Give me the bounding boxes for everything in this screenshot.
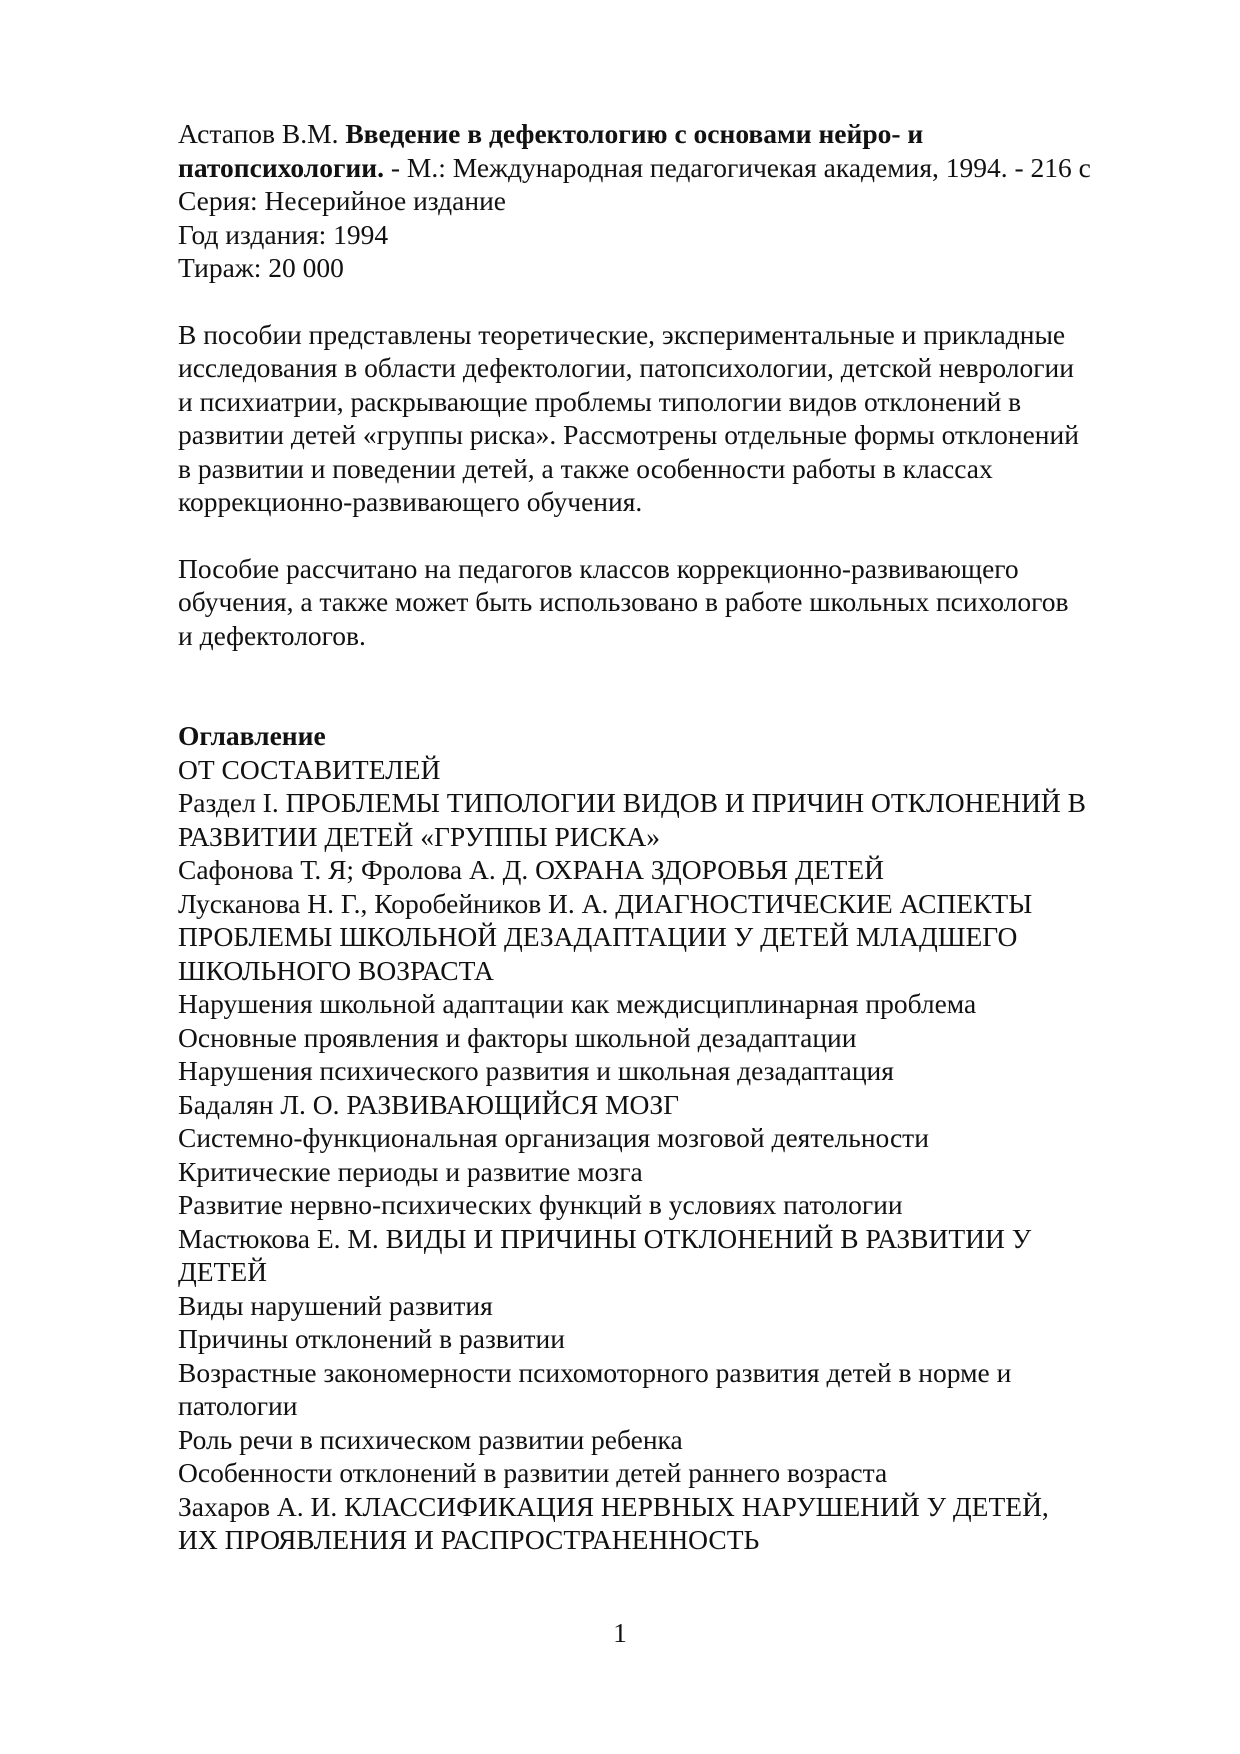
toc-entry: Захаров А. И. КЛАССИФИКАЦИЯ НЕРВНЫХ НАРУШЕНИЙ У ДЕТЕЙ,	[178, 1490, 1049, 1522]
book-series: Серия: Несерийное издание	[178, 185, 506, 216]
toc-entry: Критические периоды и развитие мозга	[178, 1155, 643, 1187]
toc-entry: ОТ СОСТАВИТЕЛЕЙ	[178, 753, 441, 785]
spacer	[178, 285, 1168, 318]
table-of-contents	[178, 719, 1168, 1557]
annotation-paragraph-1	[178, 318, 1168, 519]
toc-entry: Основные проявления и факторы школьной дезадаптации	[178, 1021, 857, 1053]
book-title-part-2: патопсихологии.	[178, 151, 384, 183]
book-publisher: - М.: Международная педагогичекая академия, 1994. - 216 с	[384, 151, 1091, 183]
spacer	[178, 519, 1168, 552]
toc-entry: Нарушения школьной адаптации как междисциплинарная проблема	[178, 988, 977, 1019]
bibliographic-record	[178, 117, 1168, 285]
annotation-line: в развитии и поведении детей, а также особенности работы в классах	[178, 452, 993, 484]
biblio-line-2	[178, 151, 1168, 185]
toc-entry: ДЕТЕЙ	[178, 1256, 268, 1287]
book-year: Год издания: 1994	[178, 218, 389, 250]
annotation-line: Пособие рассчитано на педагогов классов коррекционно-развивающего	[178, 552, 1019, 584]
annotation-line: и дефектологов.	[178, 619, 366, 651]
annotation-line: исследования в области дефектологии, патопсихологии, детской неврологии	[178, 352, 1074, 383]
toc-entry: ИХ ПРОЯВЛЕНИЯ И РАСПРОСТРАНЕННОСТЬ	[178, 1524, 760, 1555]
toc-entry: Сафонова Т. Я; Фролова А. Д. ОХРАНА ЗДОРОВЬЯ ДЕТЕЙ	[178, 854, 885, 885]
toc-entries	[178, 753, 1168, 1557]
annotation-line: развитии детей «группы риска». Рассмотрены отдельные формы отклонений	[178, 419, 1079, 450]
annotation-line: и психиатрии, раскрывающие проблемы типологии видов отклонений в	[178, 385, 1022, 417]
toc-entry: РАЗВИТИИ ДЕТЕЙ «ГРУППЫ РИСКА»	[178, 820, 660, 852]
toc-entry: Раздел I. ПРОБЛЕМЫ ТИПОЛОГИИ ВИДОВ И ПРИЧИН ОТКЛОНЕНИЙ В	[178, 787, 1087, 818]
book-title-part-1: Введение в дефектологию с основами нейро- и	[345, 118, 924, 149]
annotation-line: В пособии представлены теоретические, экспериментальные и прикладные	[178, 318, 1066, 350]
toc-entry: Возрастные закономерности психомоторного развития детей в норме и	[178, 1356, 1012, 1388]
toc-entry: Развитие нервно-психических функций в условиях патологии	[178, 1189, 903, 1220]
annotation-line: обучения, а также может быть использовано в работе школьных психологов	[178, 586, 1069, 617]
toc-entry: Особенности отклонений в развитии детей раннего возраста	[178, 1457, 888, 1488]
toc-entry: Причины отклонений в развитии	[178, 1323, 565, 1354]
toc-entry: Нарушения психического развития и школьная дезадаптация	[178, 1055, 894, 1086]
book-author: Астапов В.М.	[178, 118, 346, 149]
book-print-run: Тираж: 20 000	[178, 252, 344, 283]
toc-heading: Оглавление	[178, 720, 326, 751]
toc-entry: Роль речи в психическом развитии ребенка	[178, 1423, 683, 1455]
page-number: 1	[613, 1617, 627, 1648]
annotation-paragraph-2	[178, 552, 1168, 653]
toc-entry: Лусканова Н. Г., Коробейников И. А. ДИАГНОСТИЧЕСКИЕ АСПЕКТЫ	[178, 887, 1033, 919]
page-content	[178, 117, 1168, 1557]
toc-entry: Системно-функциональная организация мозговой деятельности	[178, 1122, 929, 1153]
toc-entry: Мастюкова Е. М. ВИДЫ И ПРИЧИНЫ ОТКЛОНЕНИЙ В РАЗВИТИИ У	[178, 1222, 1032, 1254]
toc-entry: Бадалян Л. О. РАЗВИВАЮЩИЙСЯ МОЗГ	[178, 1088, 680, 1120]
toc-entry: ПРОБЛЕМЫ ШКОЛЬНОЙ ДЕЗАДАПТАЦИИ У ДЕТЕЙ МЛАДШЕГО	[178, 921, 1018, 952]
toc-entry: патологии	[178, 1390, 298, 1421]
annotation-line: коррекционно-развивающего обучения.	[178, 486, 643, 517]
biblio-line-1	[178, 117, 1168, 151]
toc-entry: ШКОЛЬНОГО ВОЗРАСТА	[178, 954, 494, 986]
spacer	[178, 652, 1168, 719]
toc-entry: Виды нарушений развития	[178, 1289, 493, 1321]
